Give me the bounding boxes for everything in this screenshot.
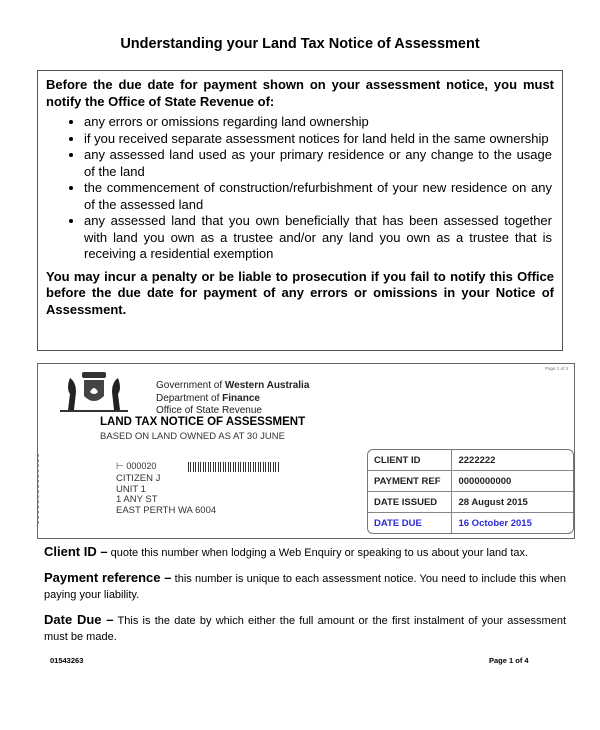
perforation-line <box>38 454 39 524</box>
info-value: 2222222 <box>452 450 573 471</box>
info-label: PAYMENT REF <box>368 471 452 492</box>
address-line: CITIZEN J <box>116 473 161 484</box>
definition-term: Client ID – <box>44 544 108 559</box>
notice-info-table <box>367 449 574 534</box>
table-row <box>368 471 573 492</box>
definition-payment-ref <box>44 570 566 603</box>
address-line: EAST PERTH WA 6004 <box>116 504 217 516</box>
list-item: • any assessed land used as your primary residence or any change to the usage of the land <box>84 147 554 180</box>
notice-page-ref: Page 1 of 3 <box>544 366 568 371</box>
notice-heading: LAND TAX NOTICE OF ASSESSMENT <box>100 416 306 428</box>
document-id: 01543263 <box>50 656 84 665</box>
office-name: Office of State Revenue <box>156 405 262 416</box>
page-title: Understanding your Land Tax Notice of Assessment <box>120 36 480 52</box>
info-value: 16 October 2015 <box>458 517 532 529</box>
info-value: 28 August 2015 <box>452 492 573 513</box>
info-label: DATE DUE <box>368 513 452 533</box>
coat-of-arms-icon <box>58 370 130 416</box>
definition-client-id <box>44 544 566 561</box>
gov-name: Western Australia <box>224 380 310 391</box>
definition-date-due <box>44 612 566 645</box>
definition-term: Date Due – <box>44 612 114 627</box>
info-label: CLIENT ID <box>368 450 452 471</box>
sample-notice <box>37 363 575 539</box>
table-row <box>368 513 573 533</box>
dept-prefix: Department of <box>156 392 223 404</box>
mailing-address <box>116 474 216 516</box>
list-item: • any errors or omissions regarding land ownership <box>84 114 554 131</box>
page-number: Page 1 of 4 <box>489 656 529 665</box>
table-row <box>368 450 573 471</box>
definition-term: Payment reference – <box>44 570 172 585</box>
info-value: 0000000000 <box>452 471 573 492</box>
penalty-warning: You may incur a penalty or be liable to prosecution if you fail to notify this Office before the due date for payment of any errors or omissions in your Notice of Assessment. <box>46 268 554 317</box>
list-item: • the commencement of construction/refurbishment of your new residence on any of the assessed land <box>84 180 554 213</box>
gov-prefix: Government of <box>156 380 225 391</box>
notice-subheading: BASED ON LAND OWNED AS AT 30 JUNE <box>100 431 285 442</box>
postal-barcode <box>188 462 280 472</box>
definitions <box>44 544 566 654</box>
table-row <box>368 492 573 513</box>
issuer-block <box>156 380 309 418</box>
address-line: 1 ANY ST <box>116 494 158 505</box>
sequence-number: ⊢ 000020 <box>116 461 157 471</box>
definition-text: quote this number when lodging a Web Enquiry or speaking to us about your land tax. <box>107 547 529 559</box>
definition-text: this number is unique to each assessment notice. You need to include this when paying your liability. <box>44 573 566 601</box>
notification-box <box>37 70 563 351</box>
list-item: • any assessed land that you own beneficially that has been assessed together with land you own as a trustee and/or any land you own as a trustee that is receiving a residential exemption <box>84 213 554 263</box>
list-item: • if you received separate assessment notices for land held in the same ownership <box>84 131 554 148</box>
dept-name: Finance <box>222 392 260 404</box>
intro-text: Before the due date for payment shown on your assessment notice, you must notify the Office of State Revenue of: <box>46 77 554 109</box>
address-line: UNIT 1 <box>116 483 146 495</box>
notify-list <box>46 114 554 263</box>
info-label: DATE ISSUED <box>368 492 452 513</box>
definition-text: This is the date by which either the full amount or the first instalment of your assessment must be made. <box>44 615 566 643</box>
